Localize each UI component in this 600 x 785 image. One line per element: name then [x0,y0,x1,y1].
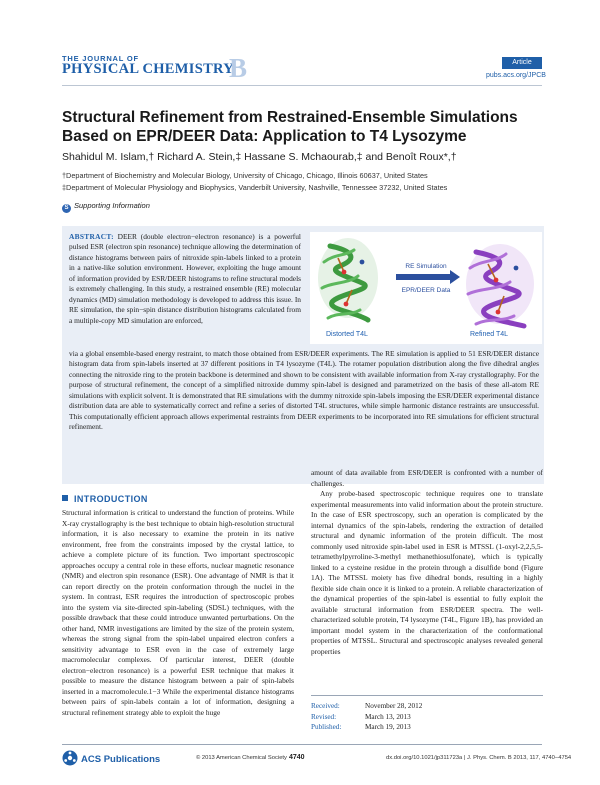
acs-publications-logo[interactable] [62,750,160,766]
affiliation-2: ‡Department of Molecular Physiology and Biophysics, Vanderbilt University, Nashville, Tennessee 37232, United States [62,183,448,192]
toc-right-caption: Refined T4L [470,331,509,338]
arrow-label-bottom: EPR/DEER Data [401,287,451,294]
abstract-text-full: via a global ensemble-based energy restraint, to match those obtained from ESR/DEER experiments. The RE simulation is applied to 51 ESR/DEER distance histogram data from spin-labels inserted at 37 different positions in T4 lysozyme (T4L). The rotamer population distribution along the five dihedral angles connecting the nitroxide ring to the protein backbone is determined and shown to be consistent with available information from X-ray crystallography. For the purpose of structural refinement, the concept of a simplified nitroxide dummy spin-label is designed and parametrized on the basis of these all-atom RE simulations with explicit solvent. It is demonstrated that RE simulations with the dummy nitroxide spin-labels imposing the ESR/DEER experimental distance distribution data are able to systematically correct and refine a series of distorted T4L structures, while simple harmonic distance restraints are unsuccessful. This computationally efficient approach allows experimental restraints from DEER experiments to be incorporated into RE simulations for efficient structural refinement. [69,349,539,432]
page-number: 4740 [289,754,305,761]
published-date: March 19, 2013 [365,723,411,731]
journal-section-letter: B [229,53,248,83]
received-date: November 28, 2012 [365,702,423,710]
author-list: Shahidul M. Islam,† Richard A. Stein,‡ Hassane S. Mchaourab,‡ and Benoît Roux*,† [62,151,457,163]
refined-protein-image [466,244,534,326]
abstract-box [62,226,544,484]
footer-rule [62,744,542,745]
paper-title: Structural Refinement from Restrained-Ensemble Simulations Based on EPR/DEER Data: Application to T4 Lysozyme [62,109,518,145]
journal-url[interactable]: pubs.acs.org/JPCB [486,72,546,79]
published-label: Published: [311,723,342,731]
toc-graphic [310,232,542,344]
copyright-notice: © 2013 American Chemical Society [196,755,287,761]
section-bullet-icon [62,495,68,501]
toc-graphic-svg [310,232,542,344]
revised-label: Revised: [311,712,337,721]
revised-date: March 13, 2013 [365,712,411,721]
journal-name-top: THE JOURNAL OF [62,54,139,63]
affiliation-1: †Department of Biochemistry and Molecular Biology, University of Chicago, Chicago, Illinois 60637, United States [62,171,428,180]
right-paragraph-2: Any probe-based spectroscopic technique requires one to translate experimental measurements into valid information about the protein structure. In the case of ESR spectroscopy, such an operation is complicated by the internal dynamics of the spin-labels, rendering the extraction of detailed structural and dynamic information of the protein difficult. The most commonly used nitroxide spin-label used in ESR is MTSSL (1-oxyl-2,2,5,5-tetramethylpyrroline-3-methyl methanethiosulfonate), which is typically linked to a cysteine residue in the protein through a disulfide bond (Figure 1A). The MTSSL moiety has five dihedral bonds, resulting in a highly flexible side chain once it is linked to a protein. A reliable characterization of the dynamical properties of the spin-label is essential to fully exploit the available structural information from ESR/DEER spectra. The well-characterized soluble protein, T4 lysozyme (T4L, Figure 1B), has provided an important model system in the characterization of the conformational properties of MTSSL. Structural and spectroscopic analyses revealed general properties [311,489,543,656]
supporting-info-label: Supporting Information [74,201,150,210]
right-column [311,468,543,657]
publication-dates [311,695,543,733]
revised-row [311,712,543,723]
section-title: INTRODUCTION [74,494,148,504]
article-type-badge: Article [502,57,542,69]
abstract-narrow [69,232,301,326]
distorted-protein-image [318,238,378,320]
arrow-label-top: RE Simulation [405,263,447,270]
journal-name: PHYSICAL CHEMISTRY [62,61,235,77]
received-row [311,701,543,712]
received-label: Received: [311,702,340,710]
abstract-text-narrow: DEER (double electron−electron resonance) is a powerful pulsed ESR (electron spin resonance) technique allowing the determination of distance histograms between pairs of nitroxide spin-labels linked to a protein in a native-like solution environment. However, exploiting the huge amount of information provided by ESR/DEER histograms to refine structural models is extremely challenging. In this study, a restrained ensemble (RE) molecular dynamics (MD) simulation methodology is developed to address this issue. In RE simulation, the spin−spin distance distribution histograms calculated from a multiple-copy MD simulation are enforced, [69,232,301,325]
toc-left-caption: Distorted T4L [326,331,368,338]
right-paragraph-1: amount of data available from ESR/DEER is confronted with a number of challenges. [311,468,543,488]
publisher-name: ACS Publications [81,754,161,765]
right-arrow-icon [396,270,460,284]
published-row [311,722,543,733]
left-paragraph: Structural information is critical to understand the function of proteins. While X-ray crystallography is the best technique to obtain high-resolution structural information, it is also necessary to examine the protein in its native environment, free from the constraints imposed by the crystal lattice, to achieve a complete picture of its function. Two important spectroscopic approaches occupy a central role in these efforts, nuclear magnetic resonance (NMR) and electron spin resonance (ESR). One advantage of NMR is that it can report directly on the protein conformation through the nuclei in the system. In contrast, ESR requires the introduction of spectroscopic probes into the system via site-directed spin-labeling (SDSL) techniques, with the possible drawback that these could introduce unwanted perturbations. On the other hand, NMR investigations are limited by the size of the protein system, whereas the strong signal from the spin-label unpaired electron confers a sensitivity advantage to ESR even in the case of extremely large macromolecular complexes. Of particular interest, DEER (double electron−electron resonance) is a powerful ESR technique that makes it possible to measure the distance histogram between a pair of spin-labels inserted in a macromolecule.1−3 While the experimental distance histograms between pairs of spin-labels contain a lot of information, designing a structural refinement strategy able to exploit the huge [62,508,294,717]
section-heading [62,494,148,504]
supporting-information-link[interactable] [62,201,150,213]
supporting-info-icon: S [62,204,71,213]
acs-logo-icon [62,750,78,766]
doi-citation[interactable]: dx.doi.org/10.1021/jp311723a | J. Phys. Chem. B 2013, 117, 4740−4754 [386,755,572,761]
left-column [62,508,294,718]
abstract-label: ABSTRACT: [69,232,114,241]
header-rule [62,85,542,86]
